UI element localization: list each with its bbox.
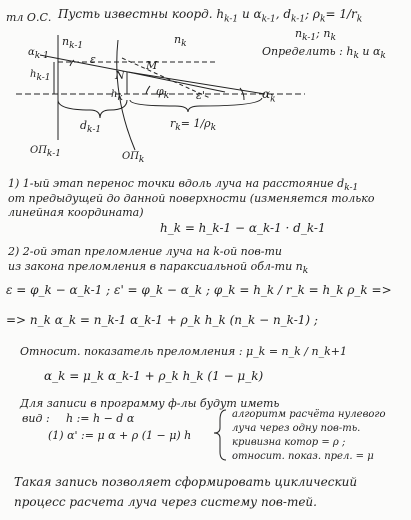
label-r-sub: k bbox=[175, 123, 181, 134]
program-note3: кривизна котор = ρ ; bbox=[232, 437, 346, 448]
program-note1: алгоритм расчёта нулевого bbox=[232, 409, 386, 420]
label-n-pair-main: n bbox=[295, 27, 303, 40]
header-and1: и α bbox=[238, 7, 262, 21]
header-rho-eq: = 1/r bbox=[325, 7, 357, 21]
step2-line2-text: из закона преломления в параксиальной обл-ти n bbox=[8, 260, 303, 273]
label-r-eq-sub: k bbox=[210, 123, 217, 134]
label-phi-main: φ bbox=[156, 85, 164, 98]
step2-line2-sub: k bbox=[302, 266, 309, 277]
label-n-pair-sub1: k-1 bbox=[302, 33, 317, 44]
label-n-k-minus-1-main: n bbox=[62, 35, 70, 48]
relative-line: Относит. показатель преломления : μ_k = n_k / n_k+1 bbox=[20, 345, 347, 358]
label-alpha-k-main: α bbox=[262, 87, 271, 101]
label-M: M bbox=[146, 59, 158, 72]
conclusion-line2: процесс расчета луча через систему пов-тей. bbox=[14, 495, 317, 509]
header-sub3: k-1 bbox=[291, 14, 306, 25]
label-N: N bbox=[115, 69, 125, 82]
label-eps-prime: ε' bbox=[196, 89, 205, 102]
label-goal-main: Определить : h bbox=[262, 45, 354, 58]
step2-eq1: ε = φ_k − α_k-1 ; ε' = φ_k − α_k ; φ_k = h_k / r_k = h_k ρ_k => bbox=[6, 283, 392, 297]
label-goal-and: и α bbox=[358, 45, 381, 58]
program-line1: Для записи в программу ф-лы будут иметь bbox=[20, 397, 280, 410]
program-alpha-eq: (1) α' := μ α + ρ (1 − μ) h bbox=[48, 429, 192, 442]
program-h-eq: h := h − d α bbox=[66, 412, 135, 425]
label-n-k-minus-1-sub: k-1 bbox=[69, 41, 84, 52]
step2-eq2: => n_k α_k = n_k-1 α_k-1 + ρ_k h_k (n_k − n_k-1) ; bbox=[6, 313, 318, 327]
label-n-pair-sep: ; n bbox=[316, 27, 331, 40]
program-line2: вид : bbox=[22, 412, 50, 425]
label-phi-sub: k bbox=[163, 91, 170, 102]
label-op1-sub: k-1 bbox=[46, 149, 61, 159]
label-op2-main: ОП bbox=[122, 151, 139, 162]
header-rho: ; ρ bbox=[305, 7, 320, 21]
label-n-k-sub: k bbox=[181, 39, 187, 50]
step1-line3: линейная координата) bbox=[8, 206, 144, 219]
step1-line2: от предыдущей до данной поверхности (изменяется только bbox=[8, 192, 375, 205]
header-sub2: k-1 bbox=[261, 14, 276, 25]
program-note2: луча через одну пов-ть. bbox=[232, 423, 361, 434]
label-n-pair-sub2: k bbox=[330, 33, 336, 44]
label-hk-sub: k bbox=[117, 93, 123, 103]
header-given-text: Пусть известны коорд. h bbox=[58, 7, 225, 21]
label-goal-sub2: k bbox=[380, 51, 386, 62]
label-alpha-top-main: α bbox=[28, 47, 35, 58]
header-comma: , d bbox=[275, 7, 291, 21]
step2-line1: 2) 2-ой этап преломление луча на k-ой пов-ти bbox=[8, 245, 282, 258]
label-op2-sub: k bbox=[138, 155, 145, 165]
label-r-main: r bbox=[170, 117, 176, 130]
step1-formula: h_k = h_k-1 − α_k-1 · d_k-1 bbox=[160, 221, 326, 235]
label-alpha-k-sub: k bbox=[270, 94, 276, 105]
label-n-k-main: n bbox=[174, 33, 182, 46]
label-r-eq: = 1/ρ bbox=[180, 117, 211, 130]
header-initials: тл О.С. bbox=[6, 11, 52, 24]
relative-formula: α_k = μ_k α_k-1 + ρ_k h_k (1 − μ_k) bbox=[44, 369, 264, 383]
label-h-sub: k-1 bbox=[36, 73, 51, 83]
header-rho-sub: k bbox=[319, 14, 326, 25]
label-h-main: h bbox=[30, 69, 37, 80]
label-d-main: d bbox=[80, 119, 88, 132]
header-rho-eq-sub: k bbox=[356, 14, 363, 25]
label-op1-main: ОП bbox=[30, 145, 47, 156]
label-eps: ε bbox=[90, 53, 96, 66]
label-d-sub: k-1 bbox=[87, 125, 102, 136]
step1-line1-sub: k-1 bbox=[344, 183, 359, 194]
label-hk-main: h bbox=[111, 89, 118, 100]
conclusion-line1: Такая запись позволяет сформировать циклический bbox=[14, 475, 358, 489]
step1-line1-text: 1) 1-ый этап перенос точки вдоль луча на расстояние d bbox=[8, 177, 345, 190]
program-note4: относит. показ. прел. = μ bbox=[232, 451, 374, 462]
header-sub1: k-1 bbox=[224, 14, 239, 25]
label-goal-sub1: k bbox=[353, 51, 359, 62]
label-alpha-top-sub: k-1 bbox=[34, 51, 49, 61]
